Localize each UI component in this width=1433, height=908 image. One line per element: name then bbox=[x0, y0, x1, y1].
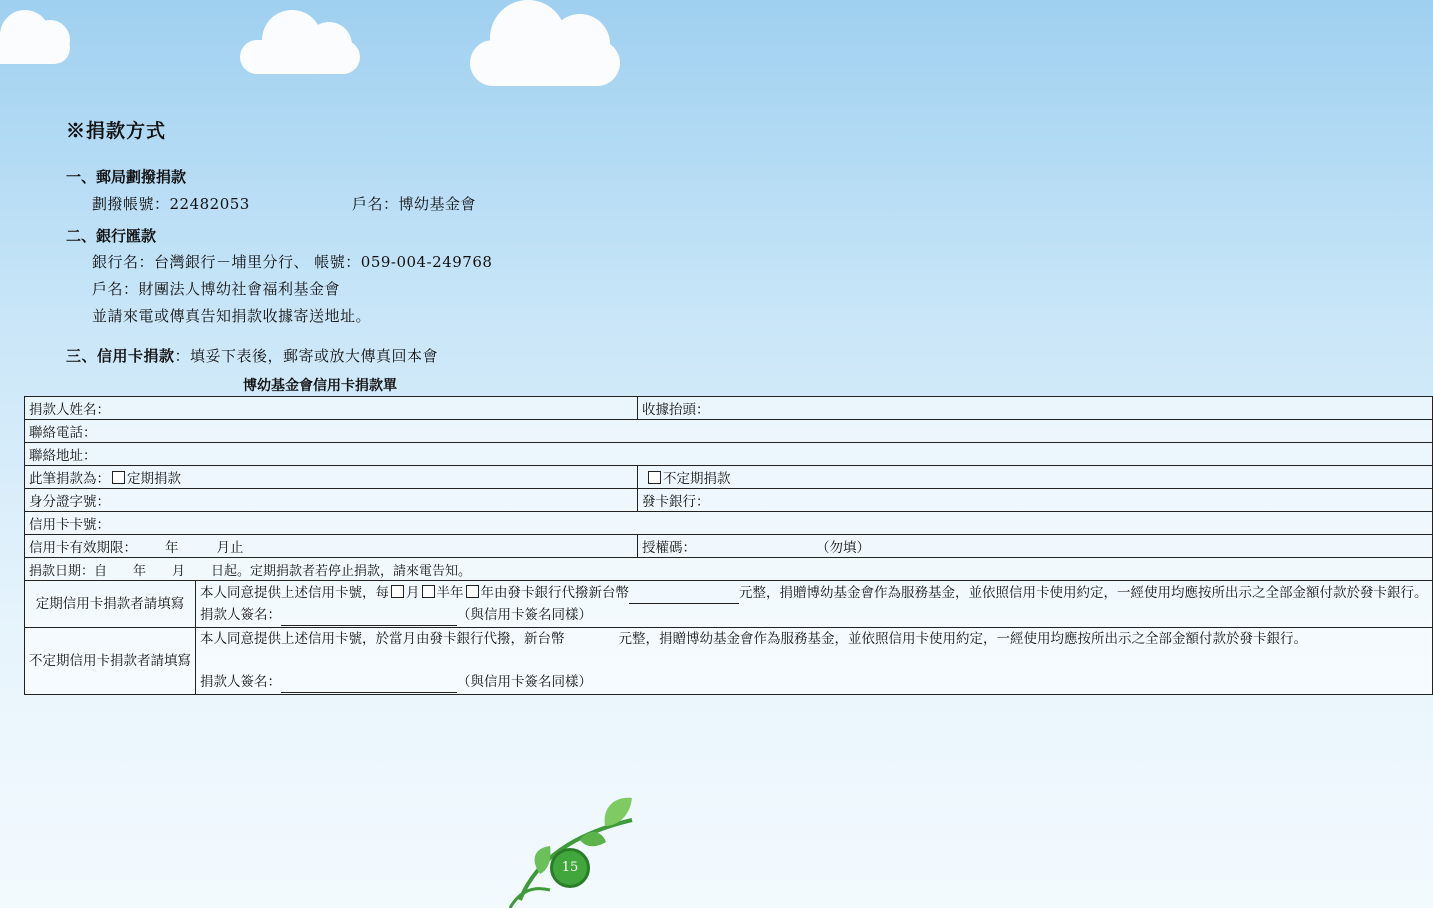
bank-heading: 二、銀行匯款 bbox=[66, 227, 157, 245]
postal-account: 劃撥帳號：22482053 bbox=[92, 195, 250, 213]
regular-agreement-text-2: 元整，捐贈博幼基金會作為服務基金，並依照信用卡使用約定，一經使用均應按所出示之全部金額付款於發卡銀行。 bbox=[739, 585, 1428, 601]
id-number-field[interactable]: 身分證字號： bbox=[25, 489, 638, 512]
regular-signature-line[interactable] bbox=[281, 604, 457, 626]
irregular-cell bbox=[637, 466, 1432, 489]
year-checkbox[interactable] bbox=[466, 585, 479, 598]
irregular-side-label: 不定期信用卡捐款者請填寫 bbox=[25, 628, 196, 695]
receipt-title-field[interactable]: 收據抬頭： bbox=[637, 397, 1432, 420]
regular-checkbox[interactable] bbox=[112, 471, 125, 484]
bank-note: 並請來電或傳真告知捐款收據寄送地址。 bbox=[92, 307, 372, 325]
auth-code-label: 授權碼： bbox=[641, 540, 696, 556]
regular-agreement-text-1: 本人同意提供上述信用卡號，每 bbox=[200, 585, 389, 601]
expiry-field[interactable] bbox=[25, 535, 638, 558]
expiry-month: 月止 bbox=[216, 540, 244, 556]
month-checkbox[interactable] bbox=[391, 585, 404, 598]
year-option: 年由發卡銀行代撥新台幣 bbox=[480, 585, 629, 601]
regular-label: 定期捐款 bbox=[127, 471, 181, 487]
bank-account: 銀行名：台灣銀行－埔里分行、 帳號：059-004-249768 bbox=[92, 253, 493, 271]
form-title: 博幼基金會信用卡捐款單 bbox=[243, 378, 397, 394]
irregular-label: 不定期捐款 bbox=[662, 471, 731, 487]
donor-name-field[interactable]: 捐款人姓名： bbox=[25, 397, 638, 420]
postal-heading: 一、郵局劃撥捐款 bbox=[66, 168, 187, 186]
phone-field[interactable]: 聯絡電話： bbox=[25, 420, 1433, 443]
auth-code-field bbox=[637, 535, 1432, 558]
address-field[interactable]: 聯絡地址： bbox=[25, 443, 1433, 466]
bank-name: 戶名：財團法人博幼社會福利基金會 bbox=[92, 280, 341, 298]
half-year-checkbox[interactable] bbox=[422, 585, 435, 598]
amount-blank[interactable] bbox=[629, 582, 739, 604]
credit-instruction: ：填妥下表後，郵寄或放大傳真回本會 bbox=[174, 347, 439, 365]
regular-side-label: 定期信用卡捐款者請填寫 bbox=[25, 581, 196, 628]
half-year-option: 半年 bbox=[436, 585, 464, 601]
auth-code-note: （勿填） bbox=[815, 540, 870, 556]
issuing-bank-field[interactable]: 發卡銀行： bbox=[637, 489, 1432, 512]
regular-signature-note: （與信用卡簽名同樣） bbox=[457, 607, 592, 623]
month-option: 月 bbox=[406, 585, 420, 601]
regular-signature-label: 捐款人簽名： bbox=[200, 607, 281, 623]
card-number-field[interactable]: 信用卡卡號： bbox=[25, 512, 1433, 535]
irregular-checkbox[interactable] bbox=[648, 471, 661, 484]
credit-section bbox=[66, 345, 438, 366]
donation-type-label: 此筆捐款為： bbox=[29, 471, 110, 487]
donation-date-field[interactable]: 捐款日期：自 年 月 日起。定期捐款者若停止捐款，請來電告知。 bbox=[25, 558, 1433, 581]
expiry-label: 信用卡有效期限： bbox=[29, 540, 137, 556]
donation-form bbox=[24, 396, 1433, 695]
irregular-signature-line[interactable] bbox=[281, 671, 457, 693]
page-number: 15 bbox=[550, 848, 590, 888]
irregular-agreement-text: 本人同意提供上述信用卡號，於當月由發卡銀行代撥，新台幣 元整，捐贈博幼基金會作為服務基金，並依照信用卡使用約定，一經使用均應按所出示之全部金額付款於發卡銀行。 bbox=[200, 631, 1307, 647]
page-title: ※捐款方式 bbox=[66, 120, 167, 142]
expiry-year: 年 bbox=[165, 540, 179, 556]
credit-heading: 三、信用卡捐款 bbox=[66, 347, 175, 365]
irregular-signature-label: 捐款人簽名： bbox=[200, 674, 281, 690]
postal-name: 戶名：博幼基金會 bbox=[352, 195, 477, 213]
regular-agreement bbox=[196, 581, 1433, 628]
irregular-signature-note: （與信用卡簽名同樣） bbox=[457, 674, 592, 690]
donation-type-cell bbox=[25, 466, 638, 489]
irregular-agreement bbox=[196, 628, 1433, 695]
